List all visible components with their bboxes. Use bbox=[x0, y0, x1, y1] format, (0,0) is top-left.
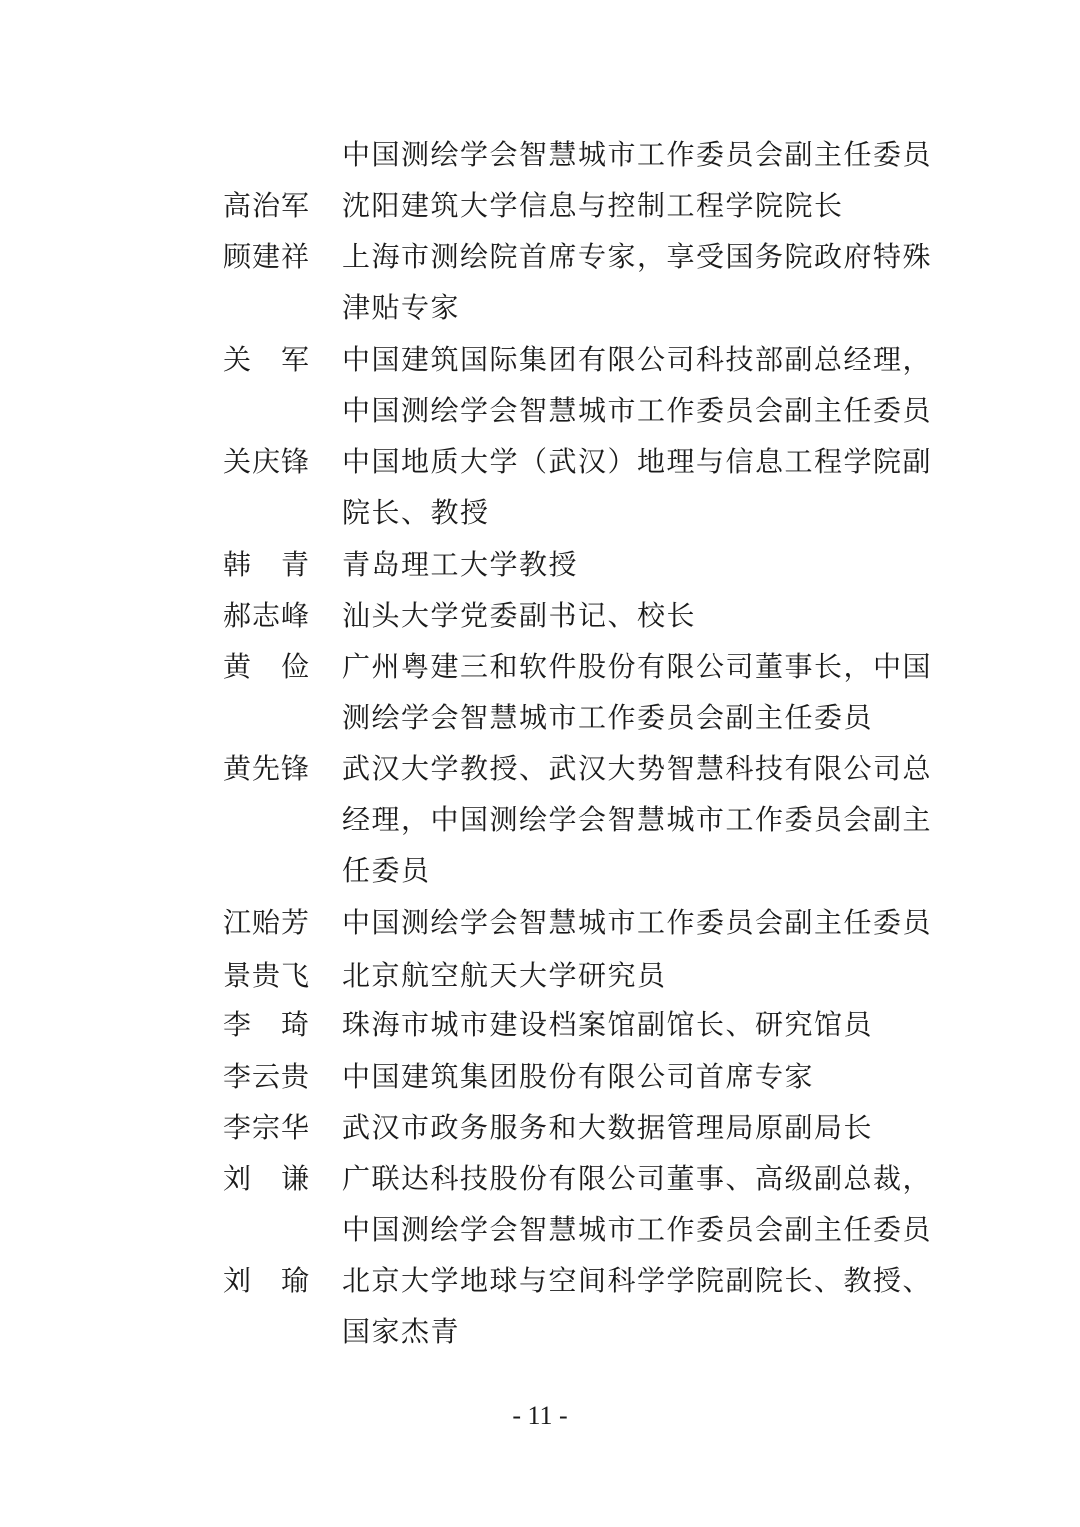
member-name: 李云贵 bbox=[223, 1059, 309, 1093]
member-title-line: 北京航空航天大学研究员 bbox=[342, 959, 667, 993]
member-name: 黄先锋 bbox=[223, 752, 309, 786]
member-entry bbox=[223, 231, 933, 333]
member-entry bbox=[223, 590, 933, 641]
member-title bbox=[342, 641, 932, 743]
member-entry bbox=[223, 641, 933, 743]
member-name: 江贻芳 bbox=[223, 906, 309, 939]
member-entry bbox=[223, 1102, 933, 1153]
member-title-line: 汕头大学党委副书记、校长 bbox=[342, 598, 697, 632]
member-title-line: 中国测绘学会智慧城市工作委员会副主任委员 bbox=[342, 1213, 933, 1246]
member-title bbox=[342, 180, 932, 231]
member-title-line: 武汉市政务服务和大数据管理局原副局长 bbox=[342, 1110, 874, 1144]
member-title bbox=[342, 999, 932, 1050]
member-title-line: 津贴专家 bbox=[342, 291, 461, 325]
member-title-line: 沈阳建筑大学信息与控制工程学院院长 bbox=[342, 189, 844, 223]
member-entry bbox=[223, 950, 933, 1001]
page-number: - 11 - bbox=[512, 1401, 568, 1430]
member-entry bbox=[223, 1051, 933, 1102]
member-title-line: 中国地质大学（武汉）地理与信息工程学院副 bbox=[342, 445, 933, 479]
member-entry bbox=[223, 999, 933, 1050]
member-entry bbox=[223, 334, 933, 436]
member-title-line: 青岛理工大学教授 bbox=[342, 547, 579, 581]
member-title-line: 国家杰青 bbox=[342, 1315, 461, 1349]
member-title-line: 北京大学地球与空间科学学院副院长、教授、 bbox=[342, 1264, 933, 1298]
member-entry bbox=[223, 1255, 933, 1357]
member-title-line: 广州粤建三和软件股份有限公司董事长，中国 bbox=[342, 650, 933, 683]
member-name: 韩 青 bbox=[223, 547, 309, 581]
member-title-line: 任委员 bbox=[342, 854, 431, 888]
member-name: 郝志峰 bbox=[223, 598, 309, 632]
member-title bbox=[342, 1102, 932, 1153]
member-title bbox=[342, 334, 932, 436]
member-name: 刘 谦 bbox=[223, 1162, 309, 1195]
member-name: 关庆锋 bbox=[223, 445, 309, 479]
member-title-line: 中国测绘学会智慧城市工作委员会副主任委员 bbox=[342, 906, 933, 939]
member-title bbox=[342, 950, 932, 1001]
member-title-line: 中国建筑国际集团有限公司科技部副总经理， bbox=[342, 342, 933, 376]
member-entry bbox=[223, 1153, 933, 1255]
member-title-line: 中国测绘学会智慧城市工作委员会副主任委员 bbox=[342, 138, 933, 171]
member-title-line: 中国测绘学会智慧城市工作委员会副主任委员 bbox=[342, 393, 933, 427]
member-title-line: 中国建筑集团股份有限公司首席专家 bbox=[342, 1059, 815, 1093]
member-name: 刘 瑜 bbox=[223, 1264, 309, 1298]
member-name: 李 琦 bbox=[223, 1008, 309, 1042]
member-name: 顾建祥 bbox=[223, 240, 309, 274]
member-title-line: 广联达科技股份有限公司董事、高级副总裁， bbox=[342, 1162, 933, 1195]
member-title bbox=[342, 129, 932, 180]
member-title bbox=[342, 436, 932, 538]
member-title-line: 测绘学会智慧城市工作委员会副主任委员 bbox=[342, 701, 874, 734]
member-entry bbox=[223, 897, 933, 948]
member-title-line: 珠海市城市建设档案馆副馆长、研究馆员 bbox=[342, 1008, 874, 1042]
member-entry bbox=[223, 539, 933, 590]
member-title-line: 上海市测绘院首席专家，享受国务院政府特殊 bbox=[342, 240, 933, 274]
member-title-line: 经理，中国测绘学会智慧城市工作委员会副主 bbox=[342, 803, 933, 837]
member-name: 景贵飞 bbox=[223, 959, 309, 993]
member-name: 高治军 bbox=[223, 189, 309, 223]
member-entry bbox=[223, 129, 933, 180]
member-title bbox=[342, 539, 932, 590]
member-title bbox=[342, 590, 932, 641]
member-entry bbox=[223, 180, 933, 231]
member-title-line: 院长、教授 bbox=[342, 496, 490, 530]
member-title bbox=[342, 1051, 932, 1102]
member-title-line: 武汉大学教授、武汉大势智慧科技有限公司总 bbox=[342, 752, 933, 786]
member-title bbox=[342, 897, 932, 948]
member-name: 关 军 bbox=[223, 342, 309, 376]
member-title bbox=[342, 743, 932, 896]
member-entry bbox=[223, 436, 933, 538]
member-entry bbox=[223, 743, 933, 897]
member-name: 李宗华 bbox=[223, 1110, 309, 1144]
member-name: 黄 俭 bbox=[223, 650, 309, 683]
member-title bbox=[342, 1153, 932, 1255]
member-title bbox=[342, 1255, 932, 1357]
member-title bbox=[342, 231, 932, 333]
